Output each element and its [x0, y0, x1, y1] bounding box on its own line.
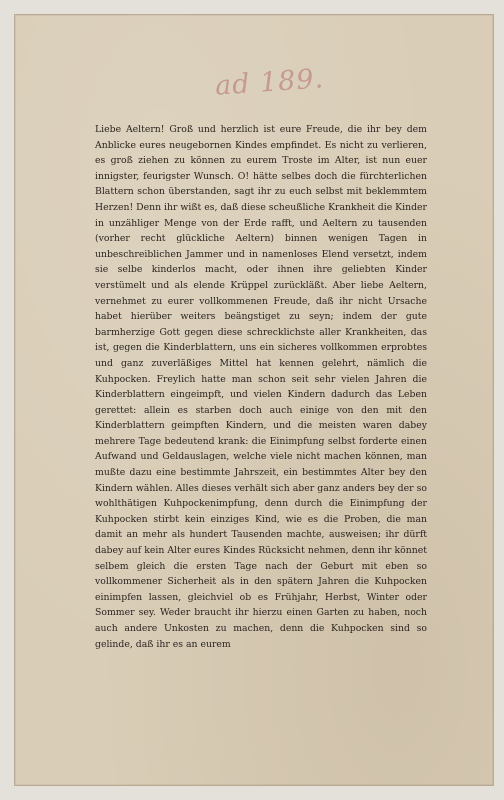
body-text: Liebe Aeltern! Groß und herzlich ist eure Freude, die ihr bey dem Anblicke eures neugebornen Kindes empfindet. Es nicht zu verlieren, es groß ziehen zu können zu eurem Troste im Alter, ist nun euer innigster, feurigster Wunsch. O! hätte selbes doch die fürchterlichen Blattern schon überstanden, sagt ihr zu euch selbst mit beklemmtem Herzen! Denn ihr wißt es, daß diese scheußliche Krankheit die Kinder in unzähliger Menge von der Erde rafft, und Aeltern zu tausenden (vorher recht glückliche Aeltern) binnen wenigen Tagen in unbeschreiblichen Jammer und in namenloses Elend versetzt, indem sie selbe kinderlos macht, oder ihnen ihre geliebten Kinder verstümelt und als elende Krüppel zurückläßt. Aber liebe Aeltern, vernehmet zu eurer vollkommenen Freude, daß ihr nicht Ursache habet hierüber weiters beängstiget zu seyn; indem der gute barmherzige Gott gegen diese schrecklichste aller Krankheiten, das ist, gegen die Kinderblattern, uns ein sicheres vollkommen erprobtes und ganz zuverläßiges Mittel hat kennen gelehrt, nämlich die Kuhpocken. Freylich hatte man schon seit sehr vielen Jahren die Kinderblattern eingeimpft, und vielen Kindern dadurch das Leben gerettet: allein es starben doch auch einige von den mit den Kinderblattern geimpften Kindern, und die meisten waren dabey mehrere Tage bedeutend krank: die Einimpfung selbst forderte einen Aufwand und Geldauslagen, welche viele nicht machen können, man mußte dazu eine bestimmte Jahrszeit, ein bestimmtes Alter bey den Kindern wählen. Alles dieses verhält sich aber ganz anders bey der so wohlthätigen Kuhpockenimpfung, denn durch die Einimpfung der Kuhpocken stirbt kein einziges Kind, wie es die Proben, die man damit an mehr als hundert Tausenden machte, ausweisen; ihr dürft dabey auf kein Alter eures Kindes Rücksicht nehmen, denn ihr könnet selbem gleich die ersten Tage nach der Geburt mit eben so vollkommener Sicherheit als in den spätern Jahren die Kuhpocken einimpfen lassen, gleichviel ob es Frühjahr, Herbst, Winter oder Sommer sey. Weder braucht ihr hierzu einen Garten zu haben, noch auch andere Unkosten zu machen, denn die Kuhpocken sind so gelinde, daß ihr es an eurem: [95, 124, 427, 650]
handwritten-annotation: ad 189.: [214, 63, 326, 102]
document-page: [14, 14, 494, 786]
